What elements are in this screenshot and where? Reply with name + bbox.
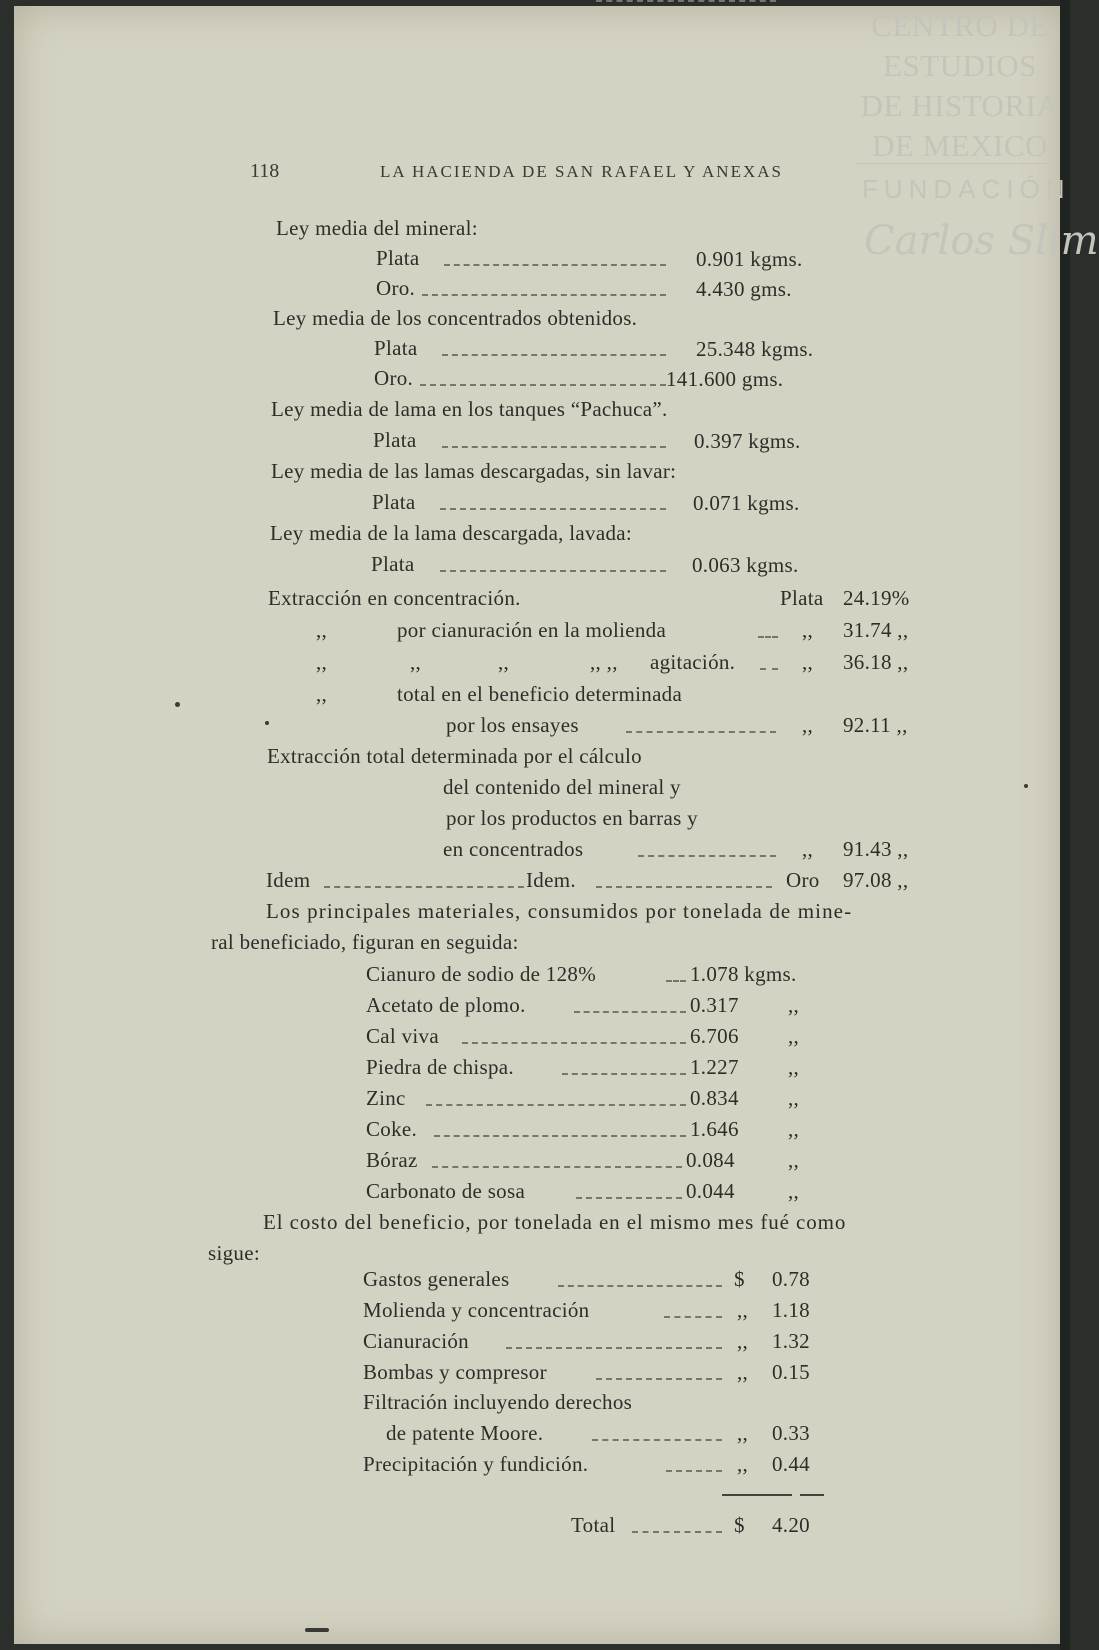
ditto-mark: ,, ,, xyxy=(590,650,618,674)
material-value: 6.706 xyxy=(690,1024,739,1048)
leader-dots xyxy=(420,384,666,386)
ink-speck xyxy=(175,702,180,707)
costo-currency: ,, xyxy=(737,1329,749,1353)
idem-label: Idem xyxy=(266,868,311,892)
costo-filtracion-label: Filtración incluyendo derechos xyxy=(363,1390,633,1414)
material-label: Acetato de plomo. xyxy=(366,993,526,1017)
material-unit: ,, xyxy=(788,1024,800,1048)
ley-lama-plata-value: 0.397 kgms. xyxy=(694,429,801,453)
ditto-mark: ,, xyxy=(316,618,328,642)
ley-conc-oro-value: 141.600 gms. xyxy=(666,367,784,391)
leader-dots xyxy=(576,1197,682,1199)
total-label: Total xyxy=(571,1513,616,1537)
watermark-signature: Carlos Slim xyxy=(864,218,1099,264)
costo-label: Molienda y concentración xyxy=(363,1298,590,1322)
materiales-intro-cont: ral beneficiado, figuran en seguida: xyxy=(211,930,519,954)
costo-currency: ,, xyxy=(737,1421,749,1445)
ditto-mark: ,, xyxy=(802,837,814,861)
material-unit: ,, xyxy=(788,993,800,1017)
extraccion-total-label-cont: por los ensayes xyxy=(446,713,579,737)
watermark-rule xyxy=(855,163,1060,164)
watermark-institution xyxy=(855,6,1065,166)
leader-dots xyxy=(596,1378,722,1380)
extraccion-calculo-label-cont: en concentrados xyxy=(443,837,584,861)
costo-label: Bombas y compresor xyxy=(363,1360,547,1384)
leader-dots xyxy=(462,1042,686,1044)
sum-rule xyxy=(722,1494,792,1496)
ditto-mark: ,, xyxy=(410,650,422,674)
watermark-line: CENTRO DE xyxy=(871,8,1049,43)
running-header: LA HACIENDA DE SAN RAFAEL Y ANEXAS xyxy=(380,162,783,181)
ink-speck xyxy=(1024,784,1028,788)
costo-value: 0.33 xyxy=(772,1421,810,1445)
extraccion-concentracion-value: 24.19% xyxy=(843,586,910,610)
costo-intro-cont: sigue: xyxy=(208,1241,260,1265)
ley-lama-plata-label: Plata xyxy=(373,428,417,452)
leader-dots xyxy=(626,731,776,733)
leader-dots xyxy=(596,886,772,888)
material-label: Cianuro de sodio de 128% xyxy=(366,962,596,986)
costo-label: Cianuración xyxy=(363,1329,469,1353)
costo-value: 1.18 xyxy=(772,1298,810,1322)
ley-mineral-plata-value: 0.901 kgms. xyxy=(696,247,803,271)
leader-dots xyxy=(440,570,666,572)
extraccion-calculo-label-cont: por los productos en barras y xyxy=(446,806,698,830)
material-label: Cal viva xyxy=(366,1024,439,1048)
extraccion-molienda-label: por cianuración en la molienda xyxy=(397,618,667,642)
extraccion-molienda-value: 31.74 ,, xyxy=(843,618,909,642)
costo-intro: El costo del beneficio, por tonelada en el mismo mes fué como xyxy=(263,1210,847,1234)
leader-dots xyxy=(440,508,666,510)
ley-lav-plata-label: Plata xyxy=(371,552,415,576)
material-value: 1.227 xyxy=(690,1055,739,1079)
material-label: Bóraz xyxy=(366,1148,418,1172)
idem-value: 97.08 ,, xyxy=(843,868,909,892)
ley-conc-plata-value: 25.348 kgms. xyxy=(696,337,814,361)
extraccion-concentracion-label: Extracción en concentración. xyxy=(268,586,521,610)
material-label: Piedra de chispa. xyxy=(366,1055,514,1079)
material-value: 0.084 xyxy=(686,1148,735,1172)
material-value: 0.834 xyxy=(690,1086,739,1110)
leader-dots xyxy=(444,264,666,266)
ditto-mark: ,, xyxy=(316,682,328,706)
extraccion-calculo-label: Extracción total determinada por el cálculo xyxy=(267,744,642,768)
material-value: 1.078 kgms. xyxy=(690,962,797,986)
leader-dots xyxy=(506,1347,722,1349)
costo-currency: ,, xyxy=(737,1298,749,1322)
leader-dots xyxy=(434,1135,686,1137)
material-value: 0.044 xyxy=(686,1179,735,1203)
watermark-line: ESTUDIOS xyxy=(883,48,1037,83)
leader-dots xyxy=(442,354,666,356)
materiales-intro: Los principales materiales, consumidos por tonelada de mine- xyxy=(266,899,853,923)
leader-dots xyxy=(664,1316,722,1318)
costo-value: 1.32 xyxy=(772,1329,810,1353)
leader-dots xyxy=(426,1104,686,1106)
total-currency: $ xyxy=(734,1513,745,1537)
costo-label: Precipitación y fundición. xyxy=(363,1452,589,1476)
ley-desc-plata-value: 0.071 kgms. xyxy=(693,491,800,515)
ley-mineral-heading: Ley media del mineral: xyxy=(276,216,478,240)
page-number: 118 xyxy=(250,160,280,182)
leader-dots xyxy=(432,1166,682,1168)
leader-dots xyxy=(442,446,666,448)
ditto-mark: ,, xyxy=(316,650,328,674)
extraccion-total-value: 92.11 ,, xyxy=(843,713,908,737)
idem-label: Idem. xyxy=(526,868,576,892)
extraccion-metal: Plata xyxy=(780,586,824,610)
extraccion-agitacion-value: 36.18 ,, xyxy=(843,650,909,674)
material-label: Carbonato de sosa xyxy=(366,1179,526,1203)
ley-conc-heading: Ley media de los concentrados obtenidos. xyxy=(273,306,638,330)
leader-dots xyxy=(596,0,776,2)
leader-dots xyxy=(592,1439,722,1441)
ley-lama-heading: Ley media de lama en los tanques “Pachuca”. xyxy=(271,397,668,421)
costo-value: 0.44 xyxy=(772,1452,810,1476)
material-label: Zinc xyxy=(366,1086,406,1110)
ditto-mark: ,, xyxy=(498,650,510,674)
ley-desc-heading: Ley media de las lamas descargadas, sin lavar: xyxy=(271,459,677,483)
idem-metal: Oro xyxy=(786,868,820,892)
watermark-line: DE MEXICO xyxy=(872,128,1048,163)
material-unit: ,, xyxy=(788,1117,800,1141)
leader-dots xyxy=(760,668,778,670)
ley-conc-plata-label: Plata xyxy=(374,336,418,360)
ditto-mark: ,, xyxy=(802,650,814,674)
ley-mineral-oro-label: Oro. xyxy=(376,276,416,300)
extraccion-calculo-value: 91.43 ,, xyxy=(843,837,909,861)
costo-currency: ,, xyxy=(737,1452,749,1476)
extraccion-calculo-label-cont: del contenido del mineral y xyxy=(443,775,681,799)
material-value: 1.646 xyxy=(690,1117,739,1141)
material-unit: ,, xyxy=(788,1055,800,1079)
leader-dots xyxy=(324,886,524,888)
ditto-mark: ,, xyxy=(802,713,814,737)
costo-value: 0.15 xyxy=(772,1360,810,1384)
watermark-fundacion: FUNDACIÓN xyxy=(862,174,1071,204)
material-unit: ,, xyxy=(788,1179,800,1203)
ley-mineral-plata-label: Plata xyxy=(376,246,420,270)
ley-mineral-oro-value: 4.430 gms. xyxy=(696,277,792,301)
extraccion-agitacion-label: agitación. xyxy=(650,650,736,674)
leader-dots xyxy=(422,294,666,296)
ley-lav-plata-value: 0.063 kgms. xyxy=(692,553,799,577)
material-label: Coke. xyxy=(366,1117,418,1141)
material-unit: ,, xyxy=(788,1086,800,1110)
leader-dots xyxy=(574,1011,686,1013)
leader-dots xyxy=(666,980,686,982)
leader-dots xyxy=(558,1285,722,1287)
costo-value: 0.78 xyxy=(772,1267,810,1291)
sum-rule xyxy=(800,1494,824,1496)
costo-label: de patente Moore. xyxy=(386,1421,544,1445)
leader-dots xyxy=(638,855,776,857)
material-unit: ,, xyxy=(788,1148,800,1172)
material-value: 0.317 xyxy=(690,993,739,1017)
extraccion-total-label: total en el beneficio determinada xyxy=(397,682,683,706)
costo-currency: ,, xyxy=(737,1360,749,1384)
ink-speck xyxy=(265,721,269,725)
ley-desc-plata-label: Plata xyxy=(372,490,416,514)
ink-speck xyxy=(305,1628,329,1632)
watermark-line: DE HISTORIA xyxy=(860,88,1060,123)
leader-dots xyxy=(758,636,778,638)
leader-dots xyxy=(562,1073,686,1075)
leader-dots xyxy=(632,1531,722,1533)
ley-conc-oro-label: Oro. xyxy=(374,366,414,390)
ley-lav-heading: Ley media de la lama descargada, lavada: xyxy=(270,521,633,545)
ditto-mark: ,, xyxy=(802,618,814,642)
leader-dots xyxy=(666,1470,722,1472)
costo-label: Gastos generales xyxy=(363,1267,510,1291)
costo-currency: $ xyxy=(734,1267,745,1291)
total-value: 4.20 xyxy=(772,1513,810,1537)
